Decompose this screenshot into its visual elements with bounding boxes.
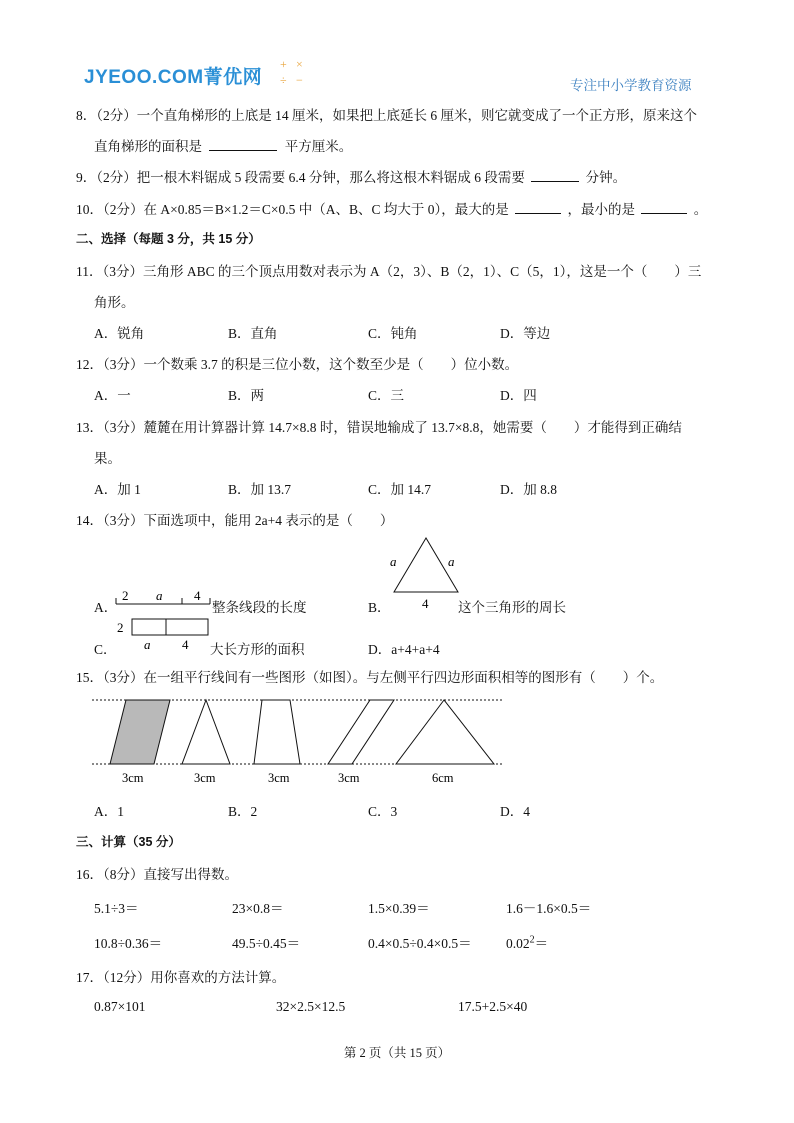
q8-text-b: 平方厘米。 — [284, 139, 353, 154]
q9-text-a: 9．（2分）把一根木料锯成 5 段需要 6.4 分钟，那么将这根木料锯成 6 段需要 — [76, 170, 525, 185]
q14-line1: 14．（3分）下面选项中，能用 2a+4 表示的是（ ） — [76, 513, 394, 528]
base-label-5: 6cm — [432, 771, 454, 785]
q11-option-a[interactable]: A．锐角 — [94, 326, 145, 341]
base-label-1: 3cm — [122, 771, 144, 785]
q10-max-blank[interactable] — [515, 201, 561, 214]
q8-line2 — [94, 135, 352, 155]
section-choice-heading: 二、选择（每题 3 分，共 15 分） — [76, 232, 261, 246]
base-label-3: 3cm — [268, 771, 290, 785]
q10-text-c: 。 — [693, 202, 708, 217]
q14-option-d[interactable]: D．a+4+a+4 — [368, 642, 440, 657]
segment-label-2: 2 — [122, 588, 129, 603]
q17-line1: 17．（12分）用你喜欢的方法计算。 — [76, 970, 286, 985]
q14-option-b-text: 这个三角形的周长 — [458, 600, 566, 615]
triangle-shape — [182, 700, 230, 764]
triangle-side-right: a — [448, 554, 455, 569]
svg-text:−: − — [296, 73, 303, 87]
site-tagline: 专注中小学教育资源 — [570, 78, 692, 93]
q13-line2: 果。 — [94, 451, 121, 466]
q11-line2: 角形。 — [94, 295, 135, 310]
q8-line1: 8．（2分）一个直角梯形的上底是 14 厘米，如果把上底延长 6 厘米，则它就变成了一个正方形，原来这个 — [76, 108, 697, 123]
q13-line1: 13．（3分）麓麓在用计算器计算 14.7×8.8 时，错误地输成了 13.7×8.8，她需要（ ）才能得到正确结 — [76, 420, 682, 435]
q10-text-a: 10．（2分）在 A×0.85＝B×1.2＝C×0.5 中（A、B、C 均大于 0），最大的是 — [76, 202, 509, 217]
q12-line1: 12．（3分）一个数乘 3.7 的积是三位小数，这个数至少是（ ）位小数。 — [76, 357, 519, 372]
page-footer: 第 2 页（共 15 页） — [343, 1046, 451, 1060]
q16-r2-c1: 10.8÷0.36＝ — [94, 936, 163, 951]
base-label-4: 3cm — [338, 771, 360, 785]
q15-line1: 15．（3分）在一组平行线间有一些图形（如图）。与左侧平行四边形面积相等的图形有（ ）个。 — [76, 670, 664, 685]
q12-option-c[interactable]: C．三 — [368, 388, 405, 403]
q10-line — [76, 198, 707, 218]
segment-label-4: 4 — [194, 588, 201, 603]
parallelogram-shape — [328, 700, 394, 764]
rectangle-diagram — [114, 616, 210, 654]
q15-option-a[interactable]: A．1 — [94, 804, 124, 819]
large-triangle-shape — [396, 700, 494, 764]
q8-answer-blank[interactable] — [209, 138, 277, 151]
q9-text-b: 分钟。 — [585, 170, 627, 185]
q10-text-b: ，最小的是 — [567, 202, 635, 217]
q14-option-a-label[interactable]: A． — [94, 600, 118, 615]
q14-option-b-label[interactable]: B． — [368, 600, 391, 615]
q13-option-b[interactable]: B．加 13.7 — [228, 482, 292, 497]
shaded-parallelogram — [110, 700, 170, 764]
q16-r1-c4: 1.6－1.6×0.5＝ — [506, 901, 592, 916]
q11-option-b[interactable]: B．直角 — [228, 326, 278, 341]
q12-option-a[interactable]: A．一 — [94, 388, 131, 403]
q15-option-d[interactable]: D．4 — [500, 804, 530, 819]
q11-line1: 11．（3分）三角形 ABC 的三个顶点用数对表示为 A（2，3）、B（2，1）、C（5，1），这是一个（ ）三 — [76, 264, 702, 279]
q9-line — [76, 166, 626, 186]
math-operators-icon — [276, 56, 312, 88]
q14-option-c-text: 大长方形的面积 — [210, 642, 305, 657]
segment-label-a: a — [156, 588, 163, 603]
q16-r1-c3: 1.5×0.39＝ — [368, 901, 430, 916]
q13-option-d[interactable]: D．加 8.8 — [500, 482, 557, 497]
q12-option-b[interactable]: B．两 — [228, 388, 265, 403]
q17-item-1: 0.87×101 — [94, 999, 146, 1014]
q16-r1-c2: 23×0.8＝ — [232, 901, 284, 916]
q16-r2-c4 — [506, 932, 548, 952]
trapezoid-shape — [254, 700, 300, 764]
square-base: 0.02 — [506, 936, 530, 951]
q16-r2-c3: 0.4×0.5÷0.4×0.5＝ — [368, 936, 472, 951]
q15-option-c[interactable]: C．3 — [368, 804, 398, 819]
q12-option-d[interactable]: D．四 — [500, 388, 537, 403]
q17-item-2: 32×2.5×12.5 — [276, 999, 346, 1014]
q14-option-a-text: 整条线段的长度 — [212, 600, 307, 615]
svg-text:×: × — [296, 57, 303, 71]
q16-r2-c2: 49.5÷0.45＝ — [232, 936, 301, 951]
triangle-base: 4 — [422, 596, 429, 611]
q14-option-c-label[interactable]: C． — [94, 642, 117, 657]
q16-r1-c1: 5.1÷3＝ — [94, 901, 139, 916]
square-exponent: 2 — [529, 934, 535, 946]
q11-option-c[interactable]: C．钝角 — [368, 326, 418, 341]
q13-option-a[interactable]: A．加 1 — [94, 482, 141, 497]
q13-option-c[interactable]: C．加 14.7 — [368, 482, 432, 497]
section-calc-heading: 三、计算（35 分） — [76, 835, 181, 849]
rect-height-label: 2 — [117, 620, 124, 635]
q10-min-blank[interactable] — [641, 201, 687, 214]
svg-text:+: + — [280, 57, 287, 71]
q17-item-3: 17.5+2.5×40 — [458, 999, 528, 1014]
base-label-2: 3cm — [194, 771, 216, 785]
triangle-diagram — [386, 532, 466, 612]
equals-sign: ＝ — [534, 936, 549, 951]
triangle-side-left: a — [390, 554, 397, 569]
svg-text:÷: ÷ — [280, 73, 287, 87]
site-logo: JYEOO.COM菁优网 — [84, 67, 263, 88]
q16-line1: 16．（8分）直接写出得数。 — [76, 867, 238, 882]
q8-text-a: 直角梯形的面积是 — [94, 139, 202, 154]
parallel-lines-figure — [90, 692, 510, 788]
rect-width-a-label: a — [144, 637, 151, 652]
segment-diagram — [112, 584, 212, 610]
q11-option-d[interactable]: D．等边 — [500, 326, 551, 341]
q15-option-b[interactable]: B．2 — [228, 804, 258, 819]
rect-width-4-label: 4 — [182, 637, 189, 652]
q9-answer-blank[interactable] — [531, 169, 579, 182]
